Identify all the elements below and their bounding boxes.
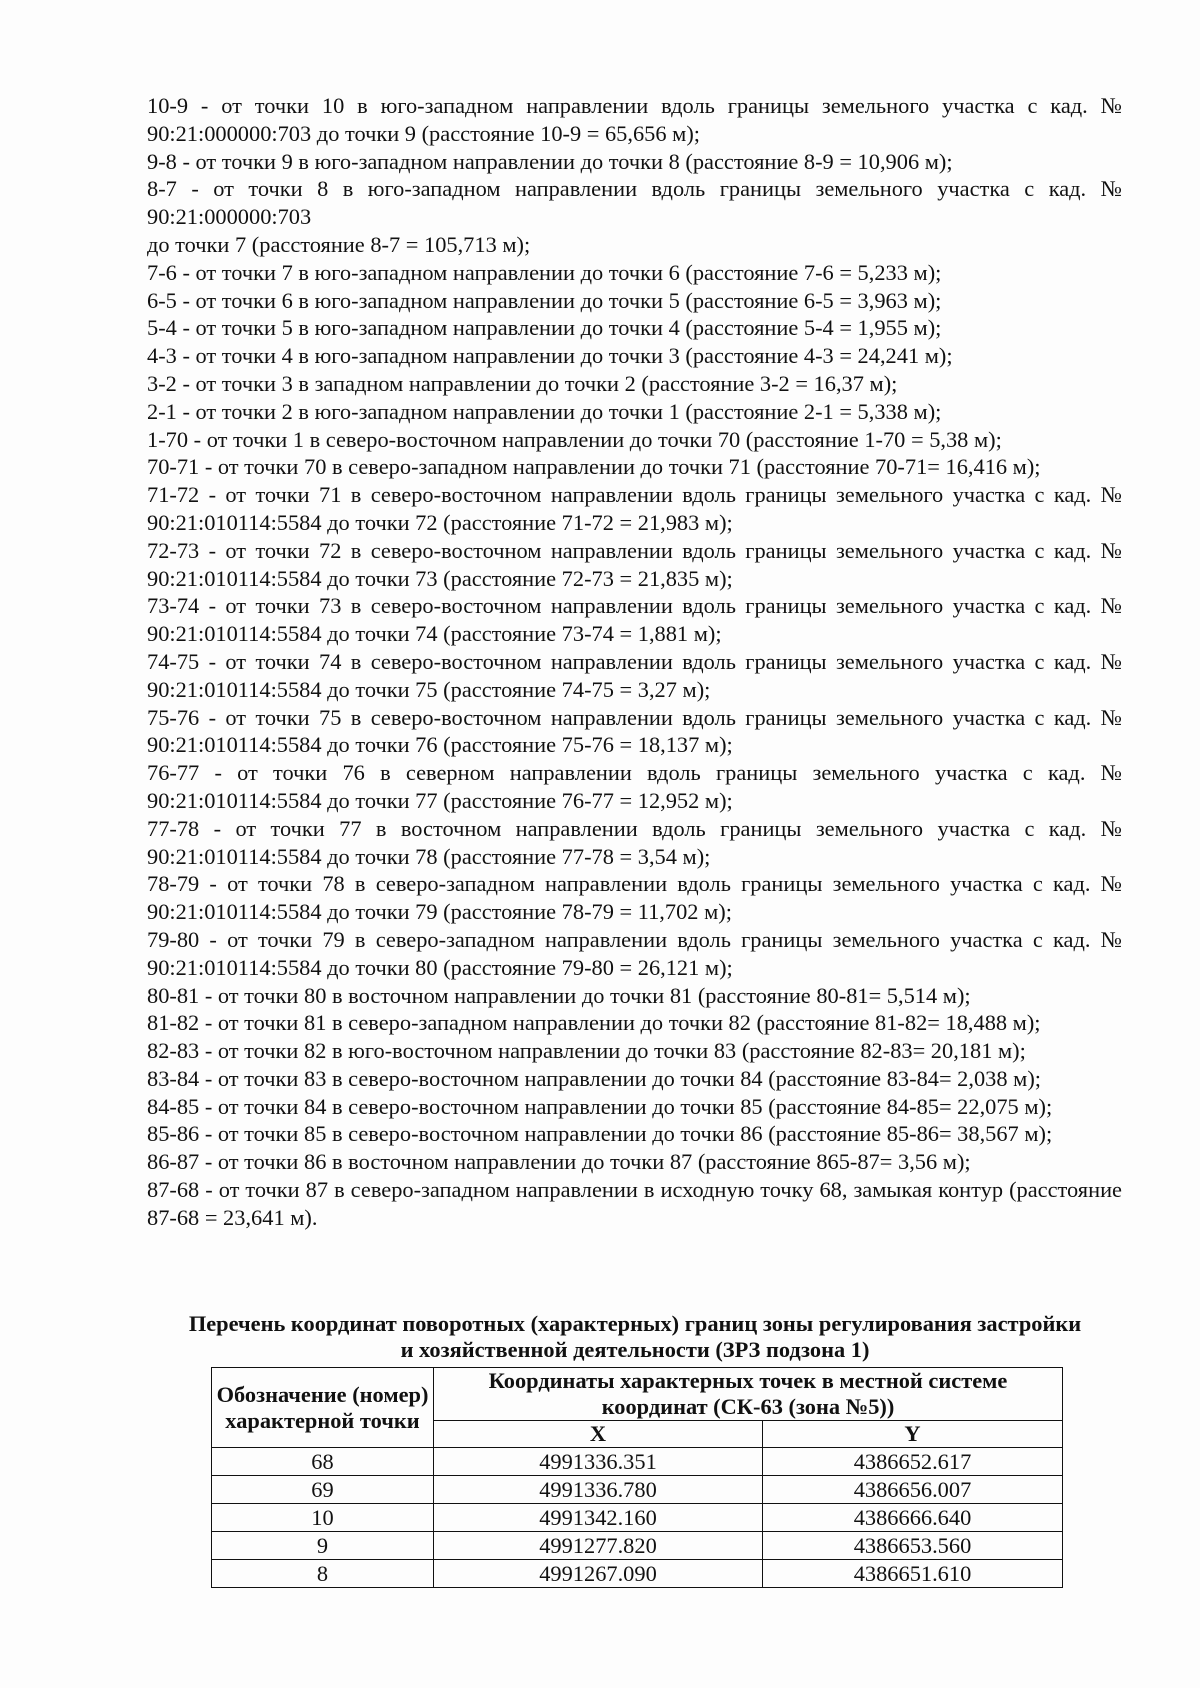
boundary-segment: 7-6 - от точки 7 в юго-западном направлении до точки 6 (расстояние 7-6 = 5,233 м);	[147, 259, 942, 285]
cell-x: 4991336.351	[434, 1448, 763, 1476]
boundary-segment: 79-80 - от точки 79 в северо-западном направлении вдоль границы земельного участка с кад. № 90:21:010114:5584 до точки 80 (расстояние 79-80 = 26,121 м);	[147, 926, 1122, 980]
table-header-row	[212, 1368, 1063, 1421]
header-coordinates: Координаты характерных точек в местной системе координат (СК-63 (зона №5))	[434, 1368, 1063, 1421]
boundary-description	[147, 92, 1122, 1232]
cell-point: 68	[212, 1448, 434, 1476]
cell-point: 8	[212, 1560, 434, 1588]
cell-y: 4386651.610	[763, 1560, 1063, 1588]
boundary-segment: до точки 7 (расстояние 8-7 = 105,713 м);	[147, 231, 531, 257]
cell-y: 4386653.560	[763, 1532, 1063, 1560]
boundary-segment: 73-74 - от точки 73 в северо-восточном направлении вдоль границы земельного участка с кад. № 90:21:010114:5584 до точки 74 (расстояние 73-74 = 1,881 м);	[147, 593, 1122, 647]
boundary-segment: 86-87 - от точки 86 в восточном направлении до точки 87 (расстояние 865-87= 3,56 м);	[147, 1149, 971, 1175]
boundary-segment: 4-3 - от точки 4 в юго-западном направлении до точки 3 (расстояние 4-3 = 24,241 м);	[147, 343, 953, 369]
cell-y: 4386652.617	[763, 1448, 1063, 1476]
table-title-line: и хозяйственной деятельности (ЗРЗ подзона 1)	[400, 1337, 870, 1362]
boundary-segment: 78-79 - от точки 78 в северо-западном направлении вдоль границы земельного участка с кад. № 90:21:010114:5584 до точки 79 (расстояние 78-79 = 11,702 м);	[147, 871, 1122, 925]
cell-y: 4386666.640	[763, 1504, 1063, 1532]
boundary-segment: 2-1 - от точки 2 в юго-западном направлении до точки 1 (расстояние 2-1 = 5,338 м);	[147, 398, 942, 424]
cell-point: 69	[212, 1476, 434, 1504]
header-point-designation: Обозначение (номер) характерной точки	[212, 1368, 434, 1448]
boundary-segment: 10-9 - от точки 10 в юго-западном направлении вдоль границы земельного участка с кад. № 90:21:000000:703 до точки 9 (расстояние 10-9 = 65,656 м);	[147, 93, 1122, 146]
cell-x: 4991277.820	[434, 1532, 763, 1560]
coordinates-table	[211, 1367, 1063, 1588]
boundary-segment: 8-7 - от точки 8 в юго-западном направлении вдоль границы земельного участка с кад. № 90:21:000000:703	[147, 176, 1122, 230]
table-row	[212, 1476, 1063, 1504]
boundary-segment: 1-70 - от точки 1 в северо-восточном направлении до точки 70 (расстояние 1-70 = 5,38 м);	[147, 426, 1002, 452]
boundary-segment: 5-4 - от точки 5 в юго-западном направлении до точки 4 (расстояние 5-4 = 1,955 м);	[147, 315, 942, 341]
boundary-segment: 6-5 - от точки 6 в юго-западном направлении до точки 5 (расстояние 6-5 = 3,963 м);	[147, 287, 942, 313]
cell-x: 4991342.160	[434, 1504, 763, 1532]
boundary-segment: 80-81 - от точки 80 в восточном направлении до точки 81 (расстояние 80-81= 5,514 м);	[147, 982, 971, 1008]
boundary-segment: 71-72 - от точки 71 в северо-восточном направлении вдоль границы земельного участка с кад. № 90:21:010114:5584 до точки 72 (расстояние 71-72 = 21,983 м);	[147, 482, 1122, 535]
table-title-line: Перечень координат поворотных (характерных) границ зоны регулирования застройки	[188, 1311, 1082, 1336]
table-row	[212, 1532, 1063, 1560]
boundary-segment: 84-85 - от точки 84 в северо-восточном направлении до точки 85 (расстояние 84-85= 22,075 м);	[147, 1093, 1053, 1119]
table-title	[140, 1311, 1130, 1363]
table-row	[212, 1560, 1063, 1588]
cell-point: 9	[212, 1532, 434, 1560]
boundary-segment: 76-77 - от точки 76 в северном направлении вдоль границы земельного участка с кад. № 90:21:010114:5584 до точки 77 (расстояние 76-77 = 12,952 м);	[147, 760, 1122, 813]
cell-x: 4991267.090	[434, 1560, 763, 1588]
header-y: Y	[763, 1421, 1063, 1448]
boundary-segment: 74-75 - от точки 74 в северо-восточном направлении вдоль границы земельного участка с кад. № 90:21:010114:5584 до точки 75 (расстояние 74-75 = 3,27 м);	[147, 648, 1122, 702]
boundary-segment: 85-86 - от точки 85 в северо-восточном направлении до точки 86 (расстояние 85-86= 38,567 м);	[147, 1121, 1053, 1147]
cell-y: 4386656.007	[763, 1476, 1063, 1504]
boundary-segment: 81-82 - от точки 81 в северо-западном направлении до точки 82 (расстояние 81-82= 18,488 м);	[147, 1010, 1041, 1036]
boundary-segment: 82-83 - от точки 82 в юго-восточном направлении до точки 83 (расстояние 82-83= 20,181 м);	[147, 1038, 1026, 1064]
boundary-segment: 9-8 - от точки 9 в юго-западном направлении до точки 8 (расстояние 8-9 = 10,906 м);	[147, 148, 953, 174]
header-x: X	[434, 1421, 763, 1448]
table-row	[212, 1448, 1063, 1476]
boundary-segment: 87-68 - от точки 87 в северо-западном направлении в исходную точку 68, замыкая контур (расстояние 87-68 = 23,641 м).	[147, 1177, 1122, 1230]
boundary-segment: 75-76 - от точки 75 в северо-восточном направлении вдоль границы земельного участка с кад. № 90:21:010114:5584 до точки 76 (расстояние 75-76 = 18,137 м);	[147, 704, 1122, 758]
boundary-segment: 77-78 - от точки 77 в восточном направлении вдоль границы земельного участка с кад. № 90:21:010114:5584 до точки 78 (расстояние 77-78 = 3,54 м);	[147, 815, 1122, 869]
boundary-segment: 72-73 - от точки 72 в северо-восточном направлении вдоль границы земельного участка с кад. № 90:21:010114:5584 до точки 73 (расстояние 72-73 = 21,835 м);	[147, 537, 1122, 591]
boundary-segment: 3-2 - от точки 3 в западном направлении до точки 2 (расстояние 3-2 = 16,37 м);	[147, 370, 898, 396]
table-row	[212, 1504, 1063, 1532]
boundary-segment: 70-71 - от точки 70 в северо-западном направлении до точки 71 (расстояние 70-71= 16,416 м);	[147, 454, 1041, 480]
cell-point: 10	[212, 1504, 434, 1532]
cell-x: 4991336.780	[434, 1476, 763, 1504]
boundary-segment: 83-84 - от точки 83 в северо-восточном направлении до точки 84 (расстояние 83-84= 2,038 м);	[147, 1065, 1042, 1091]
